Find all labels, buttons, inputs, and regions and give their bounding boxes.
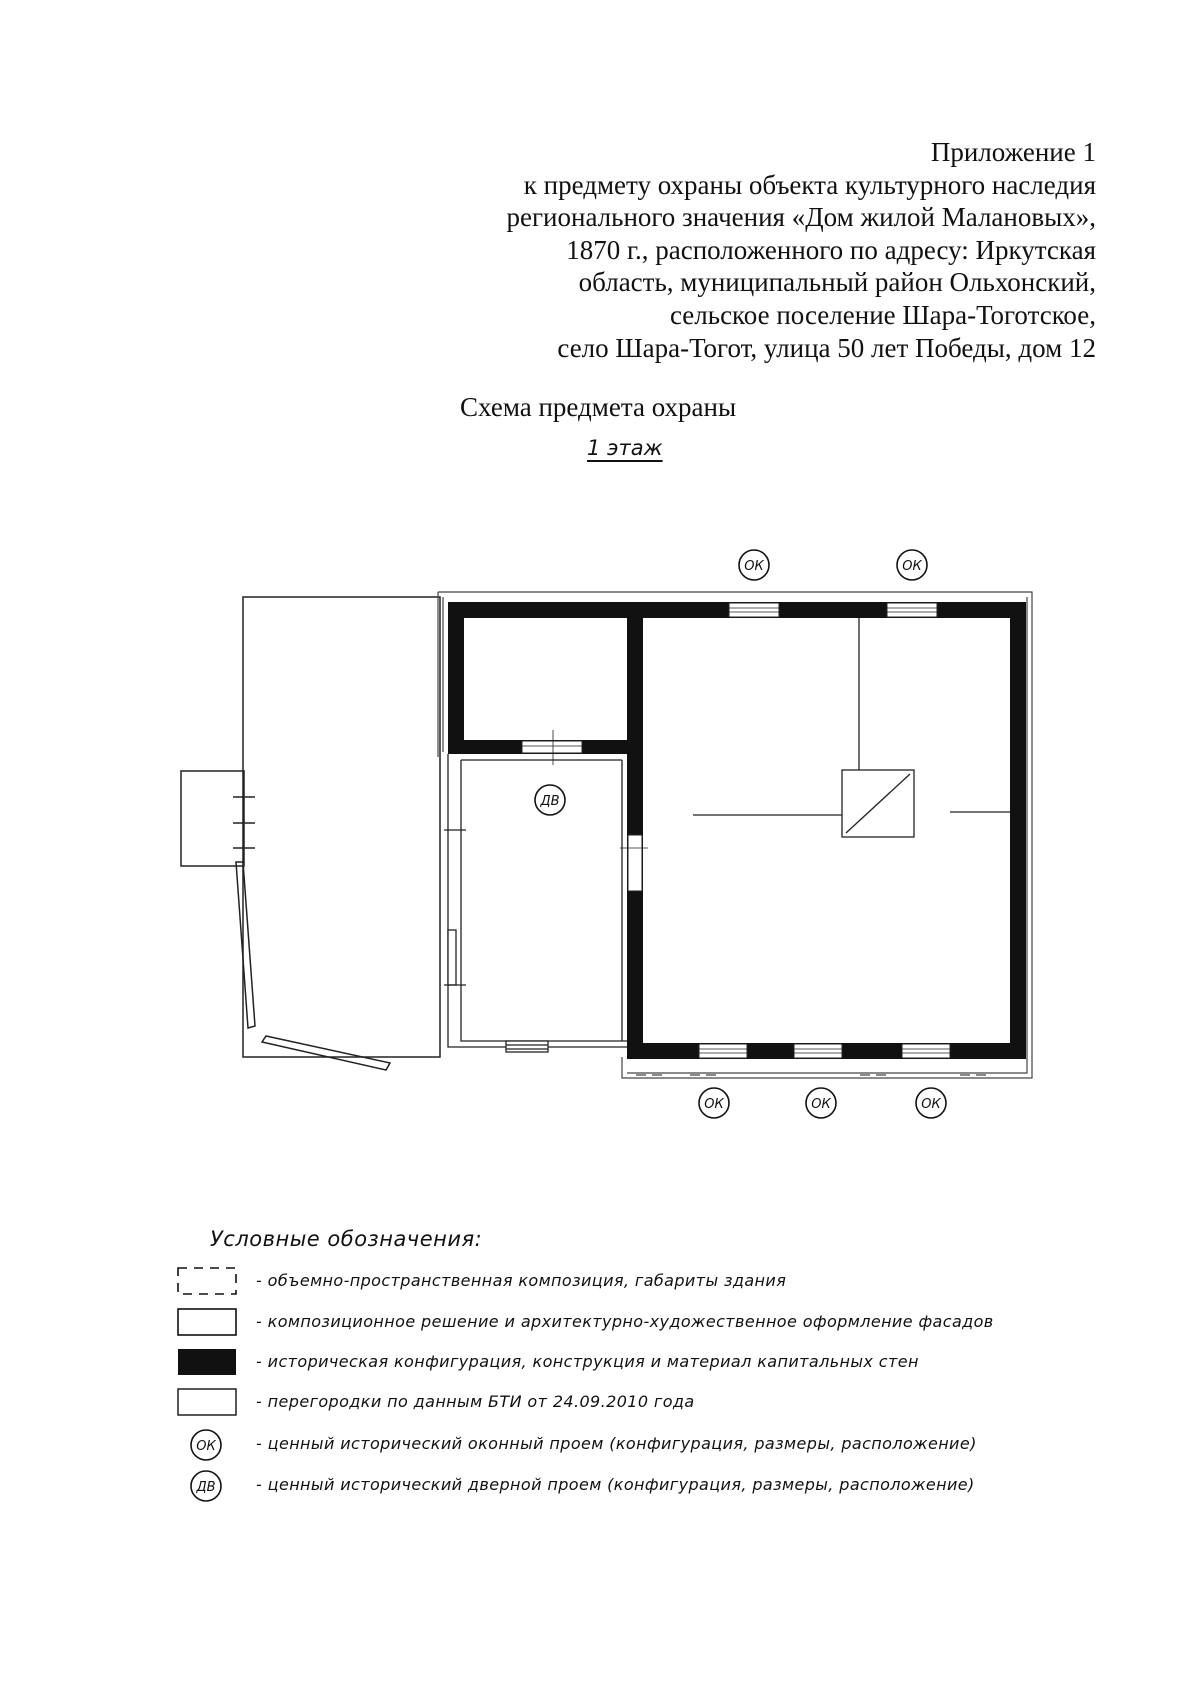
svg-text:ОК: ОК bbox=[196, 1439, 216, 1454]
porch-outline bbox=[181, 771, 244, 866]
appendix-line: область, муниципальный район Ольхонский, bbox=[578, 267, 1096, 298]
veranda-door-leaf bbox=[262, 1036, 390, 1070]
window-circle-icon bbox=[176, 1428, 240, 1462]
facade-inner-line bbox=[627, 597, 1027, 1073]
window-opening bbox=[729, 603, 779, 617]
svg-text:ОК: ОК bbox=[704, 1097, 724, 1112]
window-marker-ok bbox=[916, 1088, 946, 1118]
svg-text:ОК: ОК bbox=[921, 1097, 941, 1112]
appendix-line: село Шара-Тогот, улица 50 лет Победы, дом 12 bbox=[557, 332, 1096, 363]
window-opening bbox=[887, 603, 937, 617]
window-marker-ok bbox=[699, 1088, 729, 1118]
capital-wall bbox=[627, 602, 643, 1059]
window-opening bbox=[522, 741, 582, 753]
window-marker-ok bbox=[806, 1088, 836, 1118]
svg-text:ОК: ОК bbox=[744, 559, 764, 574]
window-marker-ok bbox=[897, 550, 927, 580]
partition bbox=[448, 754, 627, 1047]
legend-text: - ценный исторический дверной проем (конфигурация, размеры, расположение) bbox=[256, 1475, 975, 1494]
legend-text: - объемно-пространственная композиция, габариты здания bbox=[256, 1271, 787, 1290]
legend-title: Условные обозначения: bbox=[210, 1227, 483, 1251]
veranda-door-leaf bbox=[236, 862, 255, 1028]
floor-label: 1 этаж bbox=[587, 436, 663, 460]
svg-text:ДВ: ДВ bbox=[196, 1480, 216, 1495]
dashed-rectangle-icon bbox=[176, 1265, 240, 1297]
thin-rectangle-icon bbox=[176, 1386, 240, 1418]
appendix-line: Приложение 1 bbox=[930, 137, 1096, 167]
appendix-line: сельское поселение Шара-Тоготское, bbox=[669, 299, 1096, 330]
legend-text: - историческая конфигурация, конструкция и материал капитальных стен bbox=[256, 1352, 919, 1371]
legend-text: - ценный исторический оконный проем (конфигурация, размеры, расположение) bbox=[256, 1434, 977, 1453]
capital-wall bbox=[1010, 602, 1026, 1059]
double-rectangle-icon bbox=[176, 1306, 240, 1338]
appendix-line: регионального значения «Дом жилой Малановых», bbox=[506, 202, 1096, 233]
window-opening bbox=[902, 1044, 950, 1058]
capital-wall bbox=[448, 602, 464, 754]
door-opening bbox=[628, 835, 642, 891]
window-opening bbox=[794, 1044, 842, 1058]
window-opening bbox=[699, 1044, 747, 1058]
appendix-line: к предмету охраны объекта культурного наследия bbox=[523, 169, 1096, 200]
door-circle-icon bbox=[176, 1469, 240, 1503]
svg-text:ОК: ОК bbox=[811, 1097, 831, 1112]
scheme-title: Схема предмета охраны bbox=[460, 392, 737, 422]
svg-text:ОК: ОК bbox=[902, 559, 922, 574]
filled-rectangle-icon bbox=[176, 1346, 240, 1378]
veranda-outline bbox=[243, 597, 440, 1057]
facade-outer-line bbox=[438, 592, 1032, 1078]
legend-text: - перегородки по данным БТИ от 24.09.2010 года bbox=[256, 1392, 695, 1411]
door-marker-dv bbox=[535, 785, 565, 815]
window-marker-ok bbox=[739, 550, 769, 580]
svg-text:ДВ: ДВ bbox=[540, 794, 560, 809]
appendix-line: 1870 г., расположенного по адресу: Иркутская bbox=[566, 234, 1096, 265]
legend-text: - композиционное решение и архитектурно-художественное оформление фасадов bbox=[256, 1312, 994, 1331]
